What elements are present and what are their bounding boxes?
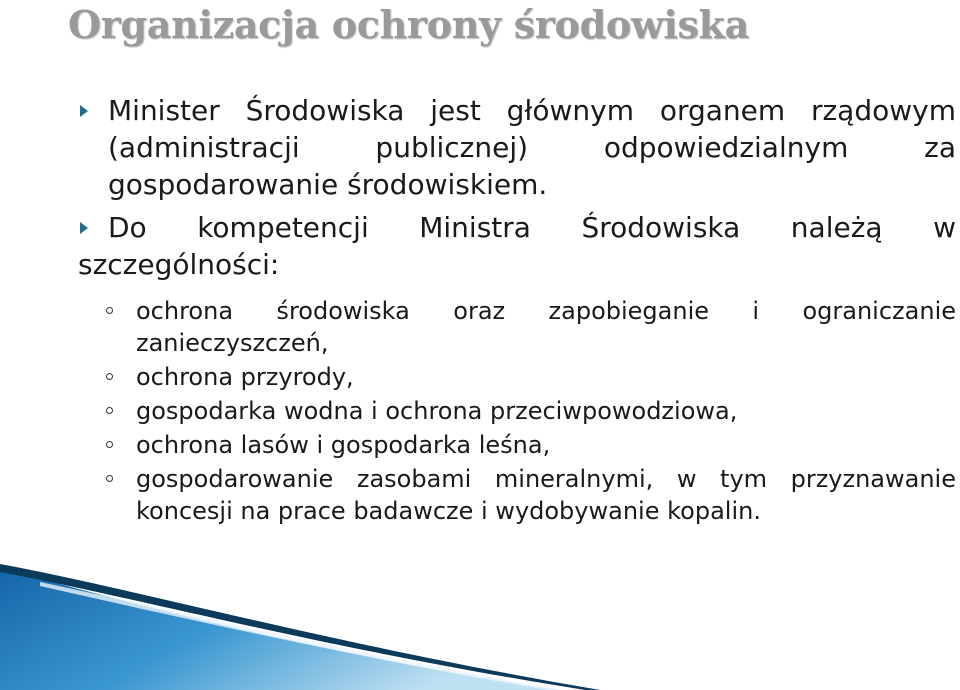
list-item-text: ochrona lasów i gospodarka leśna, (136, 431, 551, 459)
list-item (78, 429, 956, 461)
circle-bullet-icon (106, 475, 113, 482)
list-item-text: ochrona środowiska oraz zapobieganie i ograniczanie zanieczyszczeń, (136, 297, 956, 357)
bullet-minister (78, 92, 956, 203)
list-item-text: gospodarowanie zasobami mineralnymi, w tym przyznawanie koncesji na prace badawcze i wydobywanie kopalin. (136, 465, 956, 525)
list-item (78, 463, 956, 527)
circle-bullet-icon (106, 373, 113, 380)
list-item (78, 295, 956, 359)
bullet-text: Minister Środowiska jest głównym organem rządowym (administracji publicznej) odpowiedzialnym za gospodarowanie środowiskiem. (108, 94, 956, 201)
decorative-swoosh (0, 560, 960, 690)
bullet-competences (78, 209, 956, 283)
list-item (78, 361, 956, 393)
arrow-bullet-icon (80, 222, 88, 234)
bullet-text: Do kompetencji Ministra Środowiska należą w szczególności: (78, 211, 956, 281)
arrow-bullet-icon (80, 105, 88, 117)
slide-title: Organizacja ochrony środowiska (68, 2, 749, 47)
list-item-text: ochrona przyrody, (136, 363, 354, 391)
list-item (78, 395, 956, 427)
slide-content (78, 92, 956, 529)
circle-bullet-icon (106, 441, 113, 448)
competences-list (78, 295, 956, 527)
circle-bullet-icon (106, 307, 113, 314)
circle-bullet-icon (106, 407, 113, 414)
list-item-text: gospodarka wodna i ochrona przeciwpowodziowa, (136, 397, 738, 425)
